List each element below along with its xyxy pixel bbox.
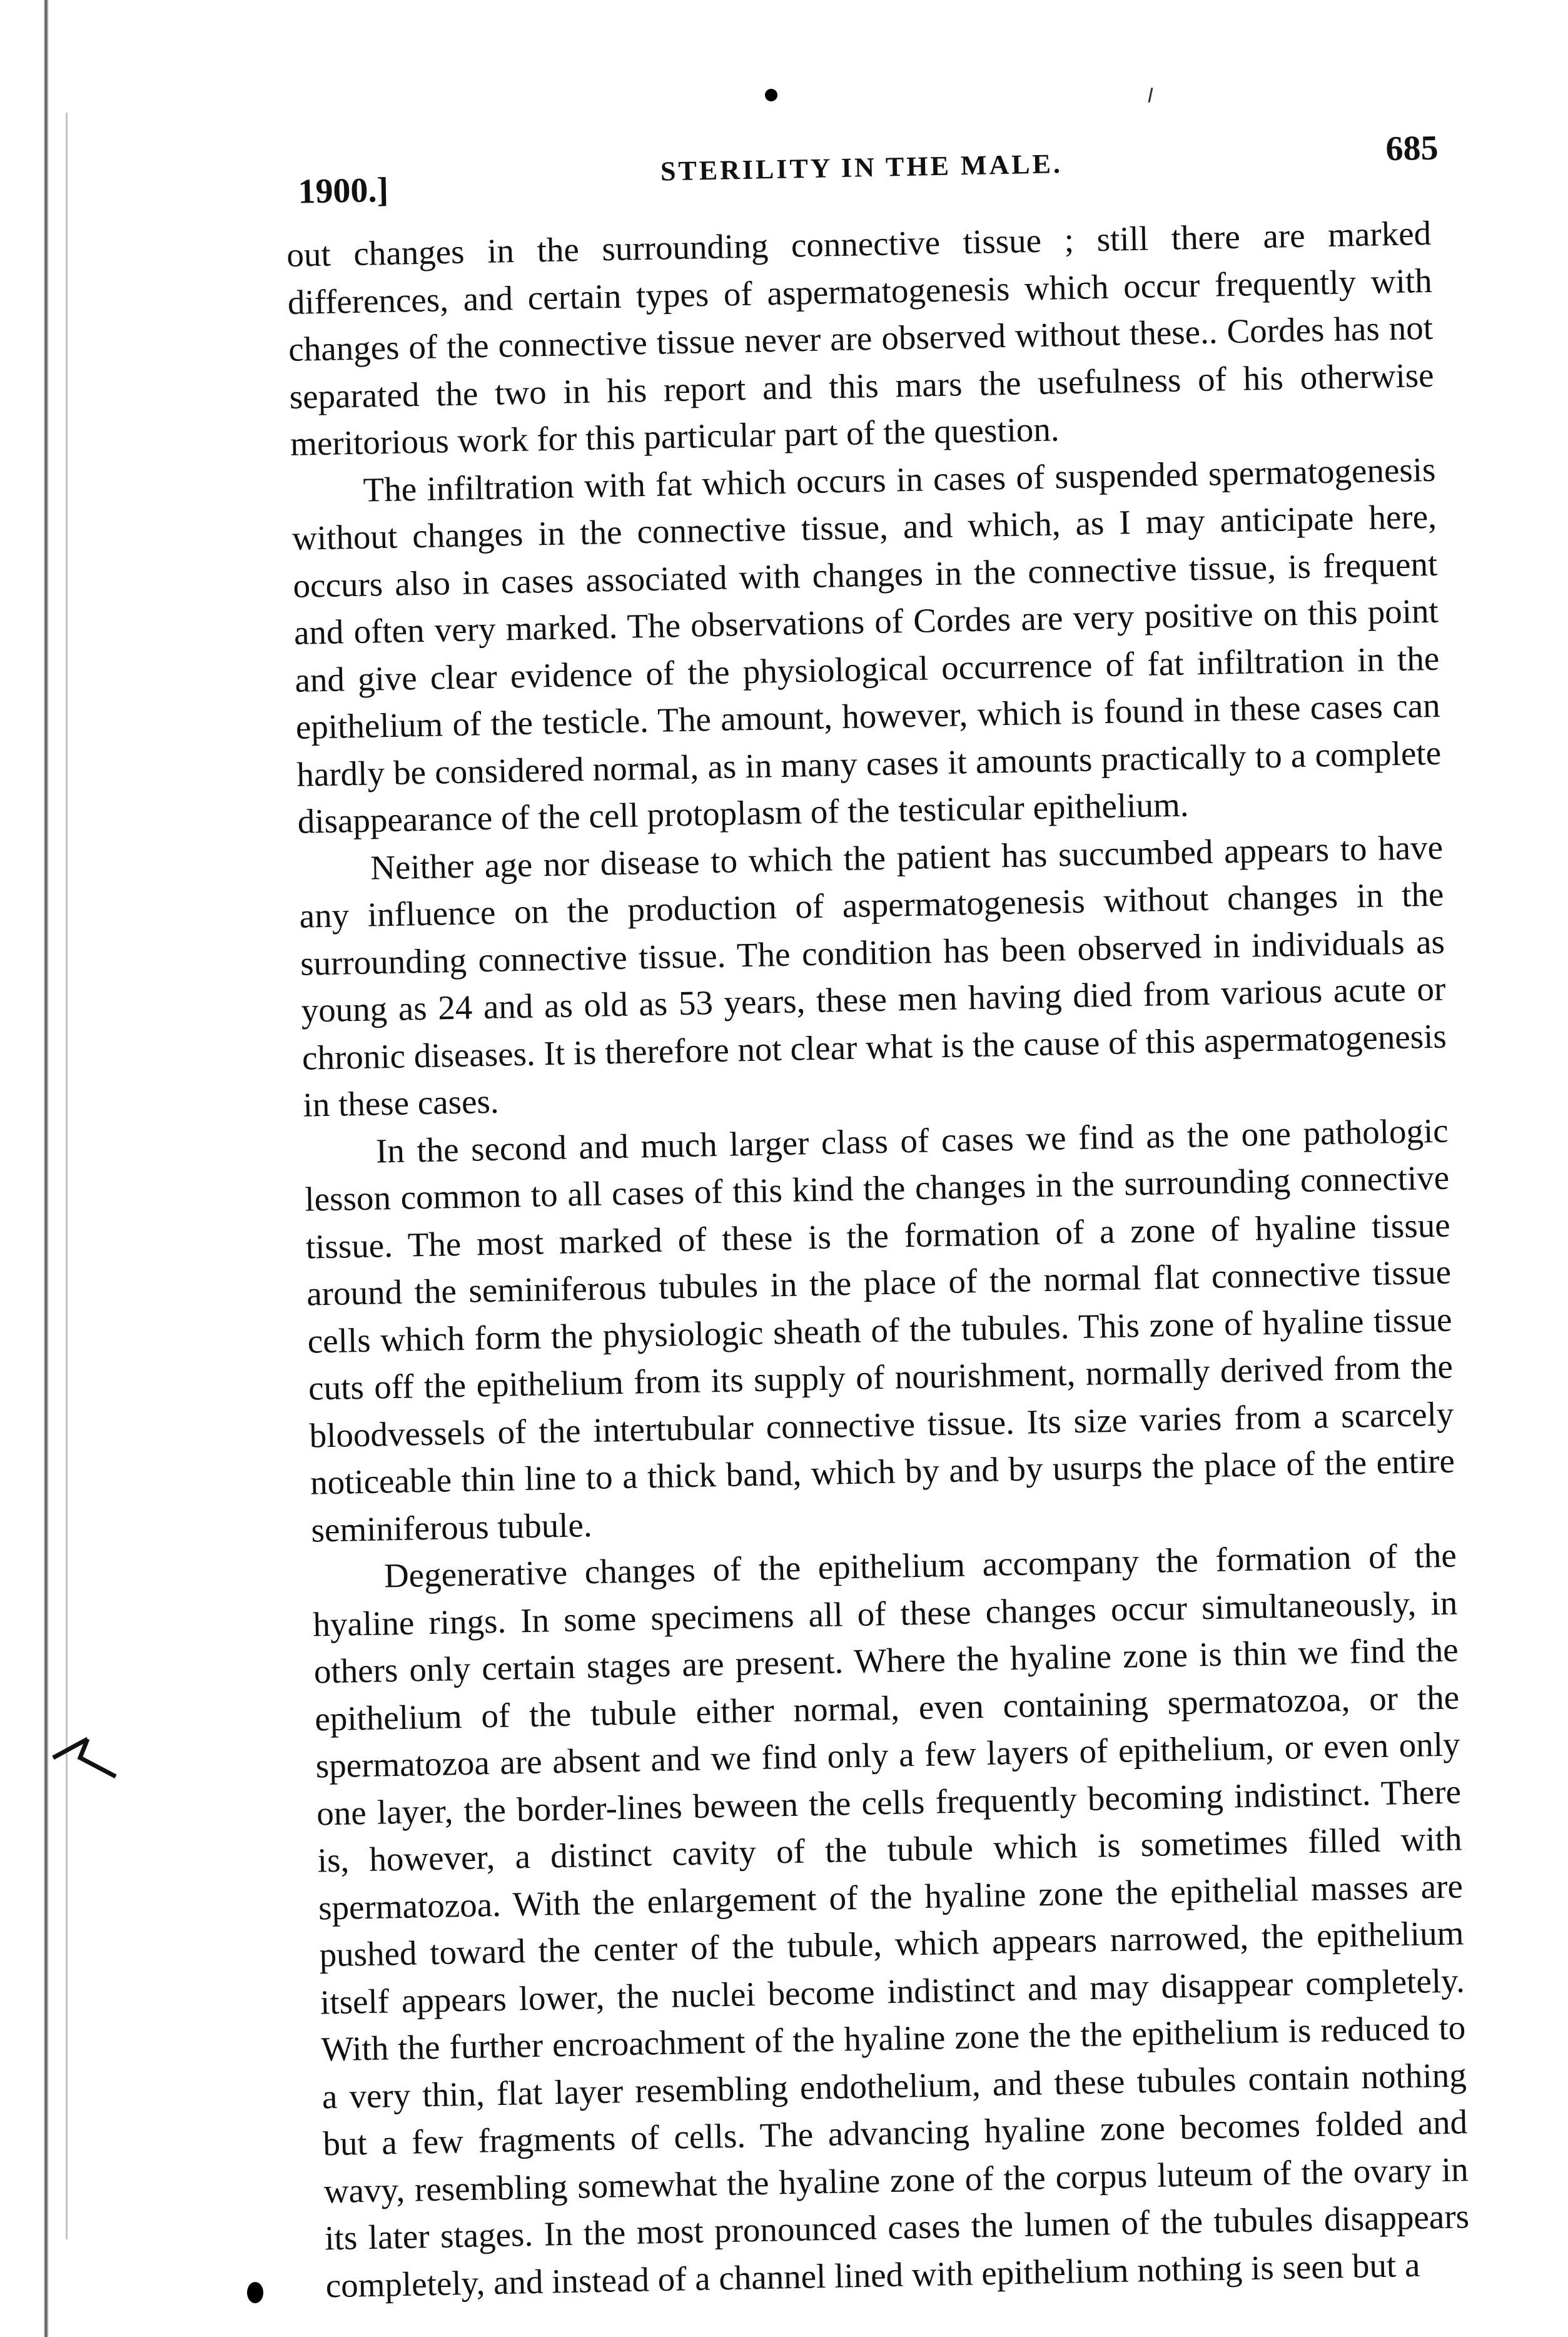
margin-mark <box>50 1733 119 1783</box>
scan-binding-shadow <box>66 113 68 2239</box>
paragraph: out changes in the surrounding connective tissue ; still there are marked differences, and certain types of aspermatogenesis which occur frequently with changes of the connective tissue never are observed without these.. Cordes has not separated the two in his report and this mars the usefulness of his otherwise meritorious work for this particular part of the question. <box>286 213 1435 463</box>
book-page <box>285 122 1470 2309</box>
page-number: 685 <box>1385 128 1439 169</box>
header-title: STERILITY IN THE MALE. <box>660 148 1063 187</box>
ink-spot <box>765 89 777 101</box>
paragraph: Degenerative changes of the epithelium accompany the formation of the hyaline rings. In some specimens all of these changes occur simultaneously, in others only certain stages are present. Where the hyaline zone is thin we find the epithelium of the tubule either normal, even containing spermatozoa, or the spermatozoa are absent and we find only a few layers of epithelium, or even only one layer, the border-lines beween the cells frequently becoming indistinct. There is, however, a distinct cavity of the tubule which is sometimes filled with spermatozoa. With the enlargement of the hyaline zone the epithelial masses are pushed toward the center of the tubule, which appears narrowed, the epithelium itself appears lower, the nuclei become indistinct and may disappear completely. With the further encroachment of the hyaline zone the the epithelium is reduced to a very thin, flat layer resembling endothelium, and these tubules contain nothing but a few fragments of cells. The advancing hyaline zone becomes folded and wavy, resembling somewhat the hyaline zone of the corpus luteum of the ovary in its later stages. In the most pronounced cases the lumen of the tubules disappears completely, and instead of a channel lined with epithelium nothing is seen but a <box>312 1536 1470 2304</box>
paragraph: The infiltration with fat which occurs in cases of suspended spermatogenesis without changes in the connective tissue, and which, as I may anticipate here, occurs also in cases associated with changes in the connective tissue, is frequent and often very marked. The observations of Cordes are very positive on this point and give clear evidence of the physiological occurrence of fat infiltration in the epithelium of the testicle. The amount, however, which is found in these cases can hardly be considered normal, as in many cases it amounts practically to a complete disappearance of the cell protoplasm of the testicular epithelium. <box>291 450 1442 841</box>
running-header <box>285 122 1439 211</box>
ink-mark <box>1148 88 1153 103</box>
paragraph: Neither age nor disease to which the patient has succumbed appears to have any influence on the production of aspermatogenesis without changes in the surrounding connective tissue. The condition has been observed in individuals as young as 24 and as old as 53 years, these men having died from various acute or chronic diseases. It is therefore not clear what is the cause of this aspermatogenesis in these cases. <box>299 828 1447 1124</box>
paragraph: In the second and much larger class of cases we find as the one pathologic lesson common to all cases of this kind the changes in the surrounding connective tissue. The most marked of these is the formation of a zone of hyaline tissue around the seminiferous tubules in the place of the normal flat connective tissue cells which form the physiologic sheath of the tubules. This zone of hyaline tissue cuts off the epithelium from its supply of nourishment, normally derived from the bloodvessels of the intertubular connective tissue. Its size varies from a scarcely noticeable thin line to a thick band, which by and by usurps the place of the entire seminiferous tubule. <box>304 1111 1455 1549</box>
header-year: 1900.] <box>297 170 389 211</box>
body-text <box>286 210 1470 2309</box>
scan-binding-edge <box>44 0 49 2337</box>
ink-spot <box>247 2282 263 2303</box>
